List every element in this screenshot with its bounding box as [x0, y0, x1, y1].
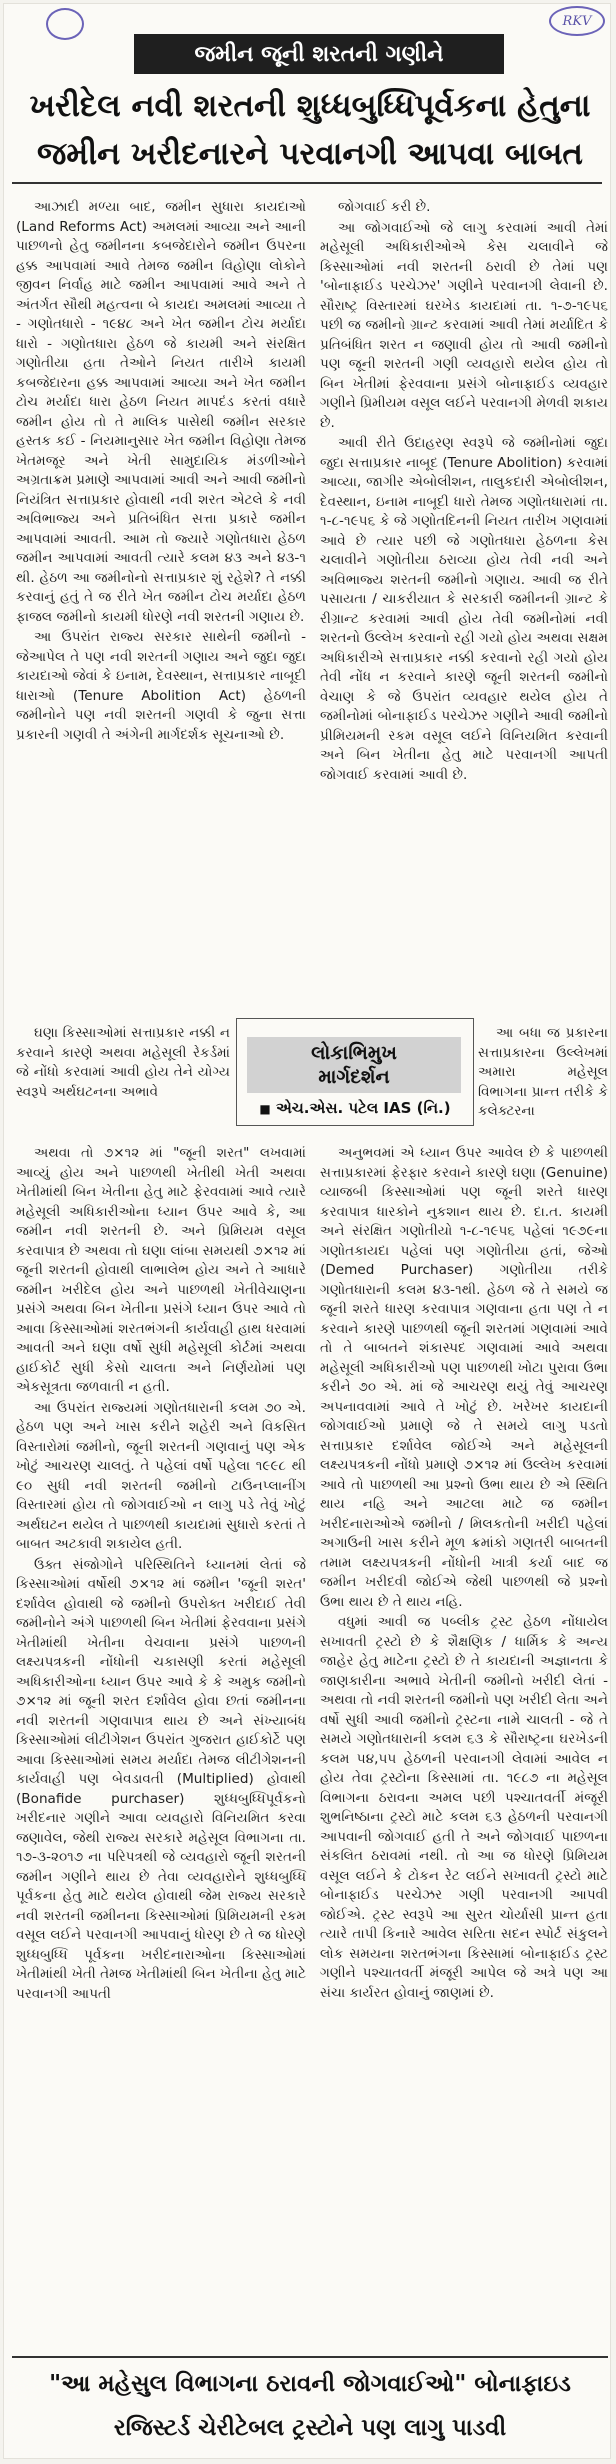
author-name: એચ.એસ. પટેલ IAS (નિ.) — [275, 1099, 451, 1117]
headline-divider — [12, 182, 602, 184]
paragraph: આઝાદી મળ્યા બાદ, જમીન સુધારા કાયદાઓ (Land Reforms Act) અમલમાં આવ્યા અને આની પાછળનો હેતુ જમીનના કબજેદારોને જમીન ઉપરના હક્ક આપવામાં આવે તેમજ જમીન વિહોણા લોકોને જીવન નિર્વાહ માટે જમીન આપવામાં આવે અને તે અંતર્ગત સૌથી મહત્વના બે કાયદા અમલમાં આવ્યા તે - ગણોતધારો - ૧૯૪૮ અને ખેત જમીન ટોચ મર્યાદા ધારો - ગણોતધારા હેઠળ જે કાયમી અને સંરક્ષિત ગણોતીયા હતા તેઓને નિયત તારીખે કાયમી કબજેદારના હક્ક આપવામાં આવ્યા અને ખેત જમીન ટોચ મર્યાદા ધારા હેઠળ નિયત માપદંડ કરતાં વધારે જમીન હોય તો તે માલિક પાસેથી જમીન સરકાર હસ્તક કઈ - નિયમાનુસાર ખેત જમીન વિહોણા તેમજ ખેતમજૂર અને ખેતી સામુદાયિક મંડળીઓને અગ્રતાક્રમ પ્રમાણે આપવામાં આવી અને આવી જમીનો નિયંત્રિત સત્તાપ્રકાર હોવાથી નવી શરત એટલે કે નવી અવિભાજ્ય અને પ્રતિબંધિત સત્તા પ્રકારે જમીન આપવામાં આવતી. આમ તો જ્યારે ગણોતધારા હેઠળ જમીન આપવામાં આવતી ત્યારે કલમ ૪૩ અને ૪૩-૧ થી. હેઠળ આ જમીનોનો સત્તાપ્રકાર શું રહેશે? તે નક્કી કરવાનું હતું તે જ રીતે ખેત જમીન ટોચ મર્યાદા હેઠળ ફાજલ જમીનો કાયમી ધોરણે નવી શરતની ગણાય છે. — [16, 199, 306, 625]
paragraph: જોગવાઈ કરી છે. — [338, 199, 431, 215]
column-subtitle: માર્ગદર્શન — [318, 1066, 390, 1088]
pullquote — [12, 2362, 608, 2450]
headline-line-1: ખરીદેલ નવી શરતની શુધ્ધબુધ્ધિપૂર્વકના હેતુના — [29, 88, 591, 124]
article-kicker: જમીન જૂની શરતની ગણીને — [134, 34, 504, 74]
pullquote-divider — [12, 2356, 608, 2358]
author-byline — [243, 1099, 467, 1117]
paragraph: અથવા તો ૭×૧૨ માં "જૂની શરત" લખવામાં આવ્યું હોય અને પાછળથી ખેતીથી ખેતી અથવા ખેતીમાંથી બિન ખેતીના હેતુ માટે ફેરવવામાં આવે ત્યારે મહેસૂલી અધિકારીઓના ધ્યાન ઉપર આવે કે, આ જમીન નવી શરતની છે. અને પ્રિમિયમ વસૂલ કરવાપાત્ર છે અથવા તો ઘણા લાંબા સમયથી ૭×૧૨ માં જૂની શરતની હોવાથી લાભાલેભ હોય અને તે આધારે જમીન ખરીદેલ હોય અને પાછળથી ખેતીવેચાણના પ્રસંગે અથવા બિન ખેતીના પ્રસંગે ધ્યાન ઉપર આવે તો આવા કિસ્સાઓમાં શરતભંગની કાર્યવાહી હાથ ધરવામાં આવતી અને ઘણા વર્ષો સુધી મહેસૂલી કોર્ટમાં અથવા હાઈકોર્ટ સુધી કેસો ચાલતા અને નિર્ણયોમાં પણ એકસૂત્રતા જળવાતી ન હતી. — [16, 1145, 306, 1395]
column-right-top — [320, 198, 608, 1018]
paragraph: આવી રીતે ઉદાહરણ સ્વરૂપે જે જમીનોમાં જુદા જુદા સત્તાપ્રકાર નાબૂદ (Tenure Abolition) કરવામાં આવ્યા, જાગીર એબોલીશન, તાલુકદારી એબોલીશન, દેવસ્થાન, ઇનામ નાબૂદી ધારો તેમજ ગણોતધારામાં તા. ૧-૮-૧૯૫૬ કે જે ગણોતદિનની નિયત તારીખ ગણવામાં આવે છે ત્યાર પછી જે ગણોતધારા હેઠળના કેસ ચલાવીને ગણોતીયા ઠરાવ્યા હોય તેવી નવી અને અવિભાજ્ય શરતની જમીનો ગણાય. આવી જ રીતે પસાયતા / ચાકરીયાત કે સરકારી જમીનની ગ્રાન્ટ કે રીગ્રાન્ટ કરવામાં આવી હોય તેવી જમીનોમાં નવી શરતનો ઉલ્લેખ કરવાનો રહી ગયો હોય અથવા સક્ષમ અધિકારીએ સત્તાપ્રકાર નક્કી કરવાનો રહી ગયો હોય તેવી નોંધ ન કરવાને કારણે જૂની શરતની જમીનો વેચાણ કે જે ઉપરાંત વ્યવહાર થયેલ હોય તે જમીનોમાં બોનાફાઈડ પરચેઝર ગણીને આવી જમીનો પ્રીમિયમની રકમ વસૂલ લઈને વિનિયમિત કરવાની અને બિન ખેતીના હેતુ માટે પરવાનગી આપતી જોગવાઈ કરવામાં આવી છે. — [320, 435, 608, 783]
square-bullet-icon: ■ — [259, 1102, 271, 1116]
column-left-mid — [16, 1024, 230, 1144]
paragraph: આ જોગવાઈઓ જે લાગુ કરવામાં આવી તેમાં મહેસૂલી અધિકારીઓએ કેસ ચલાવીને જે કિસ્સાઓમાં નવી શરતની ઠરાવી છે તેમાં પણ 'બોનાફાઈડ પરચેઝર' ગણીને પરવાનગી લેવાની છે. સૌરાષ્ટ્ર વિસ્તારમાં ઘરખેડ કાયદામાં તા. ૧-૭-૧૯૫૬ પછી જ જમીનો ગ્રાન્ટ કરવામાં આવી તેમાં મર્યાદિત કે પ્રતિબંધિત શરત ન જણાવી હોય તો આવી જમીનો પણ જૂની શરતની ગણી વ્યવહારો થયેલ હોય તો બિન ખેતીમાં ફેરવવાના પ્રસંગે બોનાફાઈડ વ્યવહાર ગણીને પ્રિમીયમ વસૂલ લઈને પરવાનગી મેળવી શકાય છે. — [320, 219, 608, 431]
paragraph: વધુમાં આવી જ પબ્લીક ટ્રસ્ટ હેઠળ નોંધાયેલ સખાવતી ટ્રસ્ટો છે કે શૈક્ષણિક / ધાર્મિક કે અન્ય જાહેર હેતુ માટેના ટ્રસ્ટો છે તે કાયદાની અજ્ઞાનતા કે જાણકારીના અભાવે ખેતીની જમીનો ખરીદી લેતાં - અથવા તો નવી શરતની જમીનો પણ ખરીદી લેતા અને વર્ષો સુધી આવી જમીનો ટ્રસ્ટના નામે ચાલતી - જે તે સમયે ગણોતધારાની કલમ ૬૩ કે સૌરાષ્ટ્રના ઘરખેડની કલમ ૫૪,૫૫ હેઠળની પરવાનગી લેવામાં આવેલ ન હોય તેવા ટ્રસ્ટોના કિસ્સામાં તા. ૧૯૮૭ ના મહેસૂલ વિભાગના ઠરાવના અમલ પછી પશ્ચાતવર્તી મંજૂરી શુભનિષ્ઠાના ટ્રસ્ટો માટે કલમ ૬૩ હેઠળની પરવાનગી આપવાની જોગવાઈ હતી તે અને જોગવાઈ પાછળના સંકલિત ઠરાવમાં નથી. તો આ જ ધોરણે પ્રિમિયમ વસૂલ લઈને કે ટોકન રેટ લઈને સખાવતી ટ્રસ્ટો માટે બોનાફાઈડ પરચેઝર ગણી પરવાનગી આપવી જોઈએ. ટ્રસ્ટ સ્વરૂપે આ સુરત ચોર્યાસી પ્રાન્ત હતા ત્યારે તાપી કિનારે આવેલ સરિતા સદન સ્પોર્ટ સંકુલને લોક સમયના શરતભંગના કિસ્સામાં બોનાફાઈડ ટ્રસ્ટ ગણીને પશ્ચાતવર્તી મંજૂરી આપેલ જે અત્રે પણ આ સંચા કાર્યરત હોવાનું જાણમાં છે. — [320, 1614, 608, 2001]
column-right-mid — [478, 1024, 608, 1144]
column-title-band — [247, 1037, 461, 1093]
pullquote-line-1: "આ મહેસુલ વિભાગના ઠરાવની જોગવાઈઓ" બોનાફાઇડ — [49, 2371, 571, 2397]
paragraph: આ બધા જ પ્રકારના સત્તાપ્રકારના ઉલ્લેખમાં અમારા મહેસૂલ વિભાગના પ્રાન્ત તરીકે કે કલેક્ટરના — [478, 1025, 608, 1119]
paragraph: આ ઉપરાંત રાજ્ય સરકાર સાથેની જમીનો - જેઆપેલ તે પણ નવી શરતની ગણાય અને જુદા જુદા કાયદાઓ જેવાં કે ઇનામ, દેવસ્થાન, સત્તાપ્રકાર નાબૂદી ધારાઓ (Tenure Abolition Act) હેઠળની જમીનોને પણ નવી શરતની ગણવી કે જુના સત્તા પ્રકારની ગણવી તે અંગેની માર્ગદર્શક સૂચનાઓ છે. — [16, 629, 306, 743]
pullquote-line-2: રજિસ્ટર્ડ ચેરીટેબલ ટ્રસ્ટોને પણ લાગુ પાડવી — [113, 2415, 507, 2441]
paragraph: આ ઉપરાંત રાજ્યમાં ગણોતધારાની કલમ ૭૦ એ. હેઠળ પણ અને ખાસ કરીને શહેરી અને વિકસિત વિસ્તારોમાં જમીનો, જૂની શરતની ગણવાનું પણ એક ખોટું આચરણ ચાલતું. તે પહેલાં વર્ષો પહેલા ૧૯૯૮ થી ૯૦ સુધી નવી શરતની જમીનો ટાઉનપ્લાનીંગ વિસ્તારમાં હોય તો જોગવાઈઓ ન લાગુ પડે તેવું ખોટું અર્થઘટન થયેલ તે પાછળથી કાયદામાં સુધારો કરતાં તે બાબત અટકાવી શકાયેલ હતી. — [16, 1399, 306, 1552]
column-left-top — [16, 198, 306, 1018]
headline-line-2: જમીન ખરીદનારને પરવાનગી આપવા બાબત — [37, 136, 583, 172]
column-title: લોકાભિમુખ — [311, 1042, 397, 1064]
paragraph: ઉક્ત સંજોગોને પરિસ્થિતિને ધ્યાનમાં લેતાં જે કિસ્સાઓમાં વર્ષોથી ૭×૧૨ માં જમીન 'જૂની શરત' દર્શાવેલ હોવાથી જે જમીનો ઉપરોક્ત ખરીદાઈ તેવી જમીનોને અંગે પાછળથી બિન ખેતીમાં ફેરવવાના પ્રસંગે ખેતીમાંથી ખેતીના વેચવાના પ્રસંગે પાછળની લક્ષ્યપત્રકની નોંધોની ચકાસણી કરતાં મહેસૂલી અધિકારીઓના ધ્યાન ઉપર આવે કે કે અમુક જમીનો ૭×૧૨ માં જૂની શરત દર્શાવેલ હોવા છતાં જમીનના નવી શરતની ગણવાપાત્ર થાય છે અને સંખ્યાબંધ કિસ્સાઓમાં લીટીગેશન ઉપરાંત ગુજરાત હાઈકોર્ટે પણ આવા કિસ્સાઓમાં સમય મર્યાદા તેમજ લીટીગેશનની કાર્યવાહી પણ બેવડાવતી (Multiplied) હોવાથી (Bonafide purchaser) શુધ્ધબુધ્ધિપૂર્વકનો ખરીદનાર ગણીને આવા વ્યવહારો વિનિયમિત કરવા જણાવેલ, જેથી રાજ્ય સરકારે મહેસૂલ વિભાગના તા. ૧૭-૩-૨૦૧૭ ના પરિપત્રથી જે વ્યવહારો જૂની શરતની જમીન ગણીને થાય છે તેવા વ્યવહારોને શુધ્ધબુધ્ધિ પૂર્વકના હેતુ માટે થયેલ હોવાથી જેમ રાજ્ય સરકારે નવી શરતની જમીનના કિસ્સાઓમાં પ્રિમિયમની રકમ વસૂલ લઈને પરવાનગી આપવાનું ધોરણ છે તે જ ધોરણે શુધ્ધબુધ્ધિ પૂર્વકના ખરીદનારાઓના કિસ્સાઓમાં ખેતીમાંથી ખેતી તેમજ ખેતીમાંથી બિન ખેતીના હેતુ માટે પરવાનગી આપતી — [16, 1556, 306, 2002]
article-headline — [12, 82, 608, 178]
newspaper-clipping — [4, 4, 610, 2458]
paragraph: અનુભવમાં એ ધ્યાન ઉપર આવેલ છે કે પાછળથી સત્તાપ્રકારમાં ફેરફાર કરવાને કારણે ઘણા (Genuine) વ્યાજબી કિસ્સાઓમાં પણ જૂની શરતે ધારણ કરવાપાત્ર ધારકોને નુકશાન થાય છે. દા.ત. કાયમી અને સંરક્ષિત ગણોતીયો ૧-૮-૧૯૫૬ પહેલાં ૧૯૭૯ના ગણોતકાયદા પહેલાં પણ ગણોતીયા હતાં, જેઓ (Demed Purchaser) ગણોતીયા તરીકે ગણોતધારાની કલમ ૪૩-૧થી. હેઠળ જે તે સમયે જ જૂની શરતે ધારણ કરવાપાત્ર ગણવાના હતા પણ તે ન કરવાને કારણે પાછળથી જૂની શરતમાં ગણવામાં આવે તો તે બાબતને શંકાસ્પદ ગણવામાં આવે અથવા મહેસૂલી અધિકારીઓ પણ પાછળથી ખોટા પુરાવા ઉભા કરીને ૭૦ એ. માં જે આચરણ થયું તેવું આચરણ અપનાવવામાં આવે તે ખોટું છે. ખરેખર કાયદાની જોગવાઈઓ પ્રમાણે જે તે સમયે લાગુ પડતો સત્તાપ્રકાર દર્શાવેલ જોઈએ અને મહેસૂલની લક્ષ્યપત્રકની નોંધો પ્રમાણે ૭×૧૨ માં ઉલ્લેખ કરવામાં આવે તો પાછળથી આ પ્રશ્નો ઉભા થાય છે એ સ્થિતિ થાય નહિ અને આટલા માટે જ જમીન ખરીદનારાઓએ જમીનો / મિલકતોની ખરીદી પહેલાં અગાઉની ખાસ કરીને મૂળ ક્રમાંકો ગણતરી બાબતની તમામ લક્ષ્યપત્રકની નોંધોની ખાત્રી કર્યા બાદ જ જમીન ખરીદવી જોઈએ જેથી પાછળથી જે પ્રશ્નો ઉભા થાય છે તે થાય નહિ. — [320, 1145, 608, 1610]
handwritten-circle-mark — [46, 8, 84, 40]
handwritten-note: RKV — [549, 6, 605, 36]
column-right-bottom — [320, 1144, 608, 2356]
column-left-bottom — [16, 1144, 306, 2356]
paragraph: ઘણા કિસ્સાઓમાં સત્તાપ્રકાર નક્કી ન કરવાને કારણે અથવા મહેસૂલી રેકર્ડમાં જે નોંધો કરવામાં આવી હોય તેને યોગ્ય સ્વરૂપે અર્થઘટનના અભાવે — [16, 1025, 230, 1100]
column-byline-box — [236, 1018, 474, 1126]
